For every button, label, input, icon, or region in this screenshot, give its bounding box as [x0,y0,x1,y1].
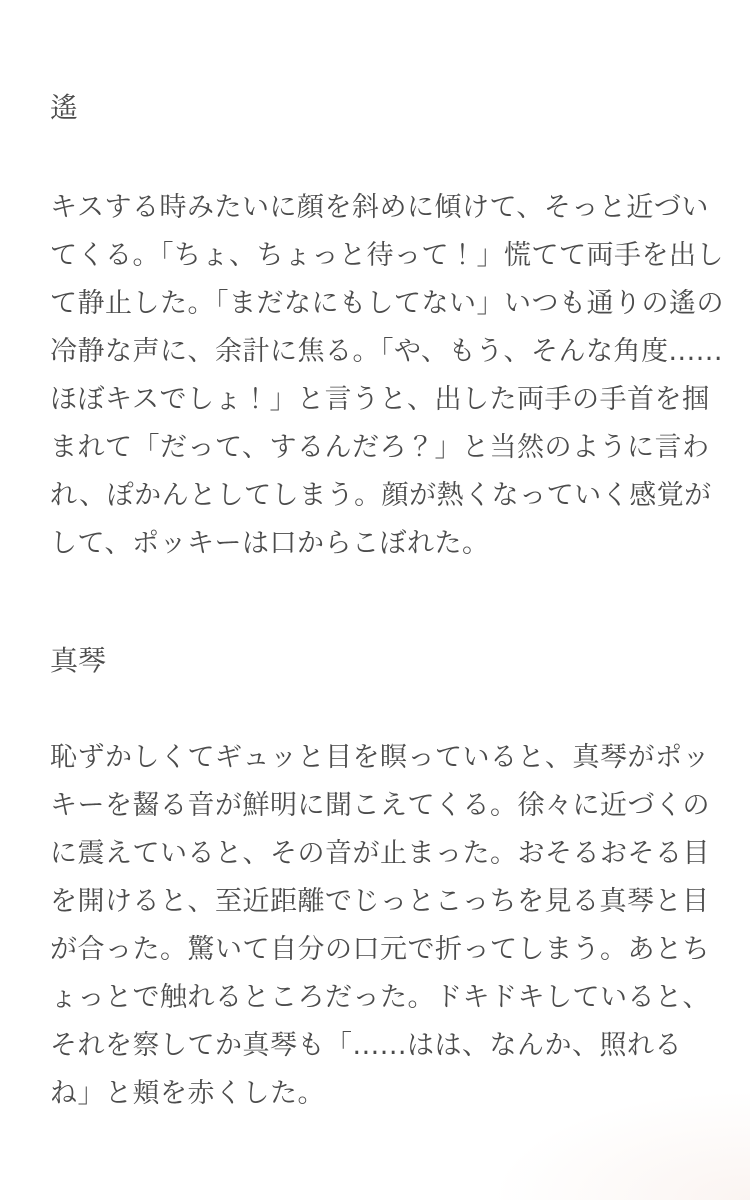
text-line: キスする時みたいに顔を斜めに傾けて、そっと近づい [50,192,709,223]
paragraph-makoto [50,734,710,1118]
text-line: それを察してか真琴も「......はは、なんか、照れる [50,1030,682,1061]
text-line: が合った。驚いて自分の口元で折ってしまう。あとち [50,934,710,965]
section-haruka [50,84,724,568]
text-line: 冷静な声に、余計に焦る。「や、もう、そんな角度...... [50,336,723,367]
text-line: て静止した。「まだなにもしてない」いつも通りの遙の [50,288,724,319]
text-line: ほぼキスでしょ！」と言うと、出した両手の手首を掴 [50,384,710,415]
paragraph-haruka [50,184,724,568]
text-line: 恥ずかしくてギュッと目を瞑っていると、真琴がポッ [50,742,710,773]
text-line: を開けると、至近距離でじっとこっちを見る真琴と目 [50,886,710,917]
section-makoto [50,637,710,1118]
text-line: れ、ぽかんとしてしまう。顔が熱くなっていく感覚が [50,480,712,511]
section-header-haruka: 遙 [50,91,79,124]
section-header-makoto: 真琴 [50,644,107,677]
text-line: に震えていると、その音が止まった。おそるおそる目 [50,838,710,869]
text-line: てくる。「ちょ、ちょっと待って！」慌てて両手を出し [50,240,724,271]
text-line: キーを齧る音が鮮明に聞こえてくる。徐々に近づくの [50,790,710,821]
text-line: して、ポッキーは口からこぼれた。 [50,528,490,559]
text-line: まれて「だって、するんだろ？」と当然のように言わ [50,432,710,463]
text-line: ょっとで触れるところだった。ドキドキしていると、 [50,982,710,1013]
text-line: ね」と頬を赤くした。 [50,1078,325,1109]
